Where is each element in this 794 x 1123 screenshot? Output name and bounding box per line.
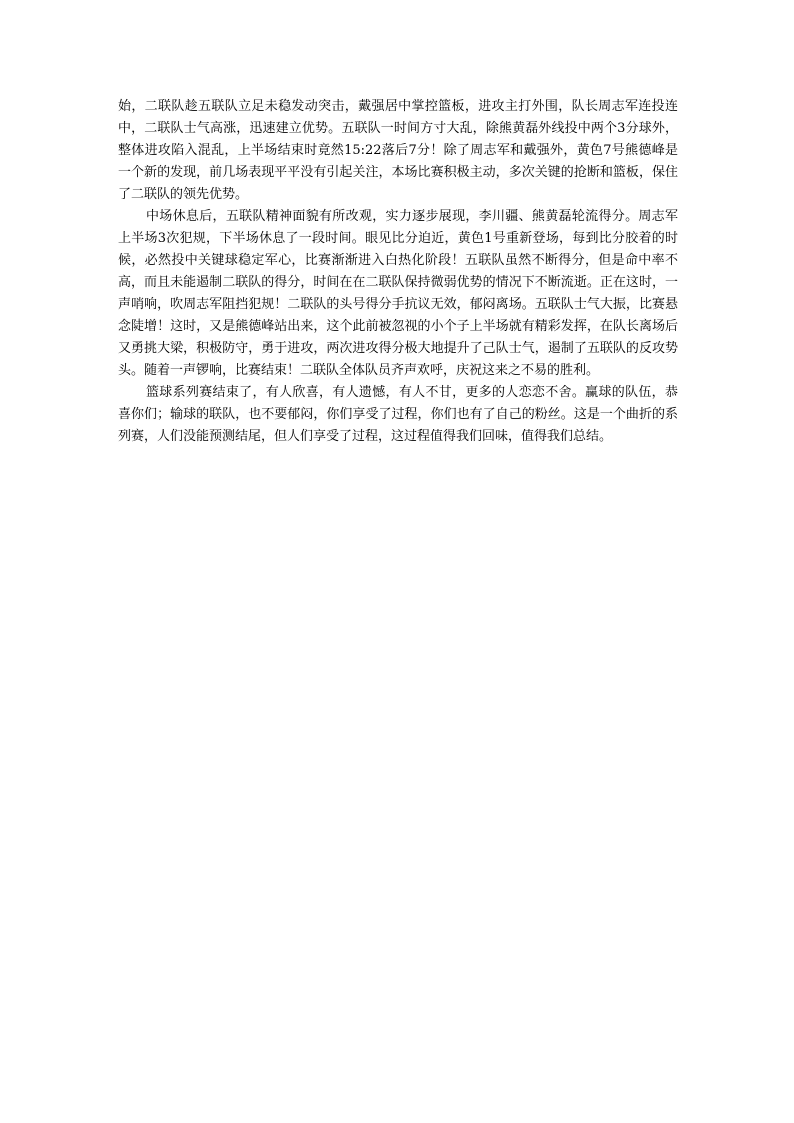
paragraph-series-summary: 篮球系列赛结束了，有人欣喜，有人遗憾，有人不甘，更多的人恋恋不舍。赢球的队伍，恭喜你们；输球的联队，也不要郁闷，你们享受了过程，你们也有了自己的粉丝。这是一个曲折的系列赛，人们没能预测结尾，但人们享受了过程，这过程值得我们回味，值得我们总结。 xyxy=(118,385,678,444)
paragraph-match-first-half: 始，二联队趁五联队立足未稳发动突击，戴强居中掌控篮板，进攻主打外围，队长周志军连投连中，二联队士气高涨，迅速建立优势。五联队一时间方寸大乱，除熊黄磊外线投中两个3分球外，整体进攻陷入混乱，上半场结束时竟然15:22落后7分！除了周志军和戴强外，黄色7号熊德峰是一个新的发现，前几场表现平平没有引起关注，本场比赛积极主动，多次关键的抢断和篮板，保住了二联队的领先优势。 xyxy=(118,99,678,202)
document-page xyxy=(118,96,678,448)
paragraph-match-second-half: 中场休息后，五联队精神面貌有所改观，实力逐步展现，李川疆、熊黄磊轮流得分。周志军上半场3次犯规，下半场休息了一段时间。眼见比分迫近，黄色1号重新登场，每到比分胶着的时候，必然投中关键球稳定军心，比赛渐渐进入白热化阶段！五联队虽然不断得分，但是命中率不高，而且未能遏制二联队的得分，时间在在二联队保持微弱优势的情况下不断流逝。正在这时，一声哨响，吹周志军阻挡犯规！二联队的头号得分手抗议无效，郁闷离场。五联队士气大振，比赛悬念陡增！这时，又是熊德峰站出来，这个此前被忽视的小个子上半场就有精彩发挥，在队长离场后又勇挑大梁，积极防守，勇于进攻，两次进攻得分极大地提升了己队士气，遏制了五联队的反攻势头。随着一声锣响，比赛结束！二联队全体队员齐声欢呼，庆祝这来之不易的胜利。 xyxy=(118,209,678,378)
